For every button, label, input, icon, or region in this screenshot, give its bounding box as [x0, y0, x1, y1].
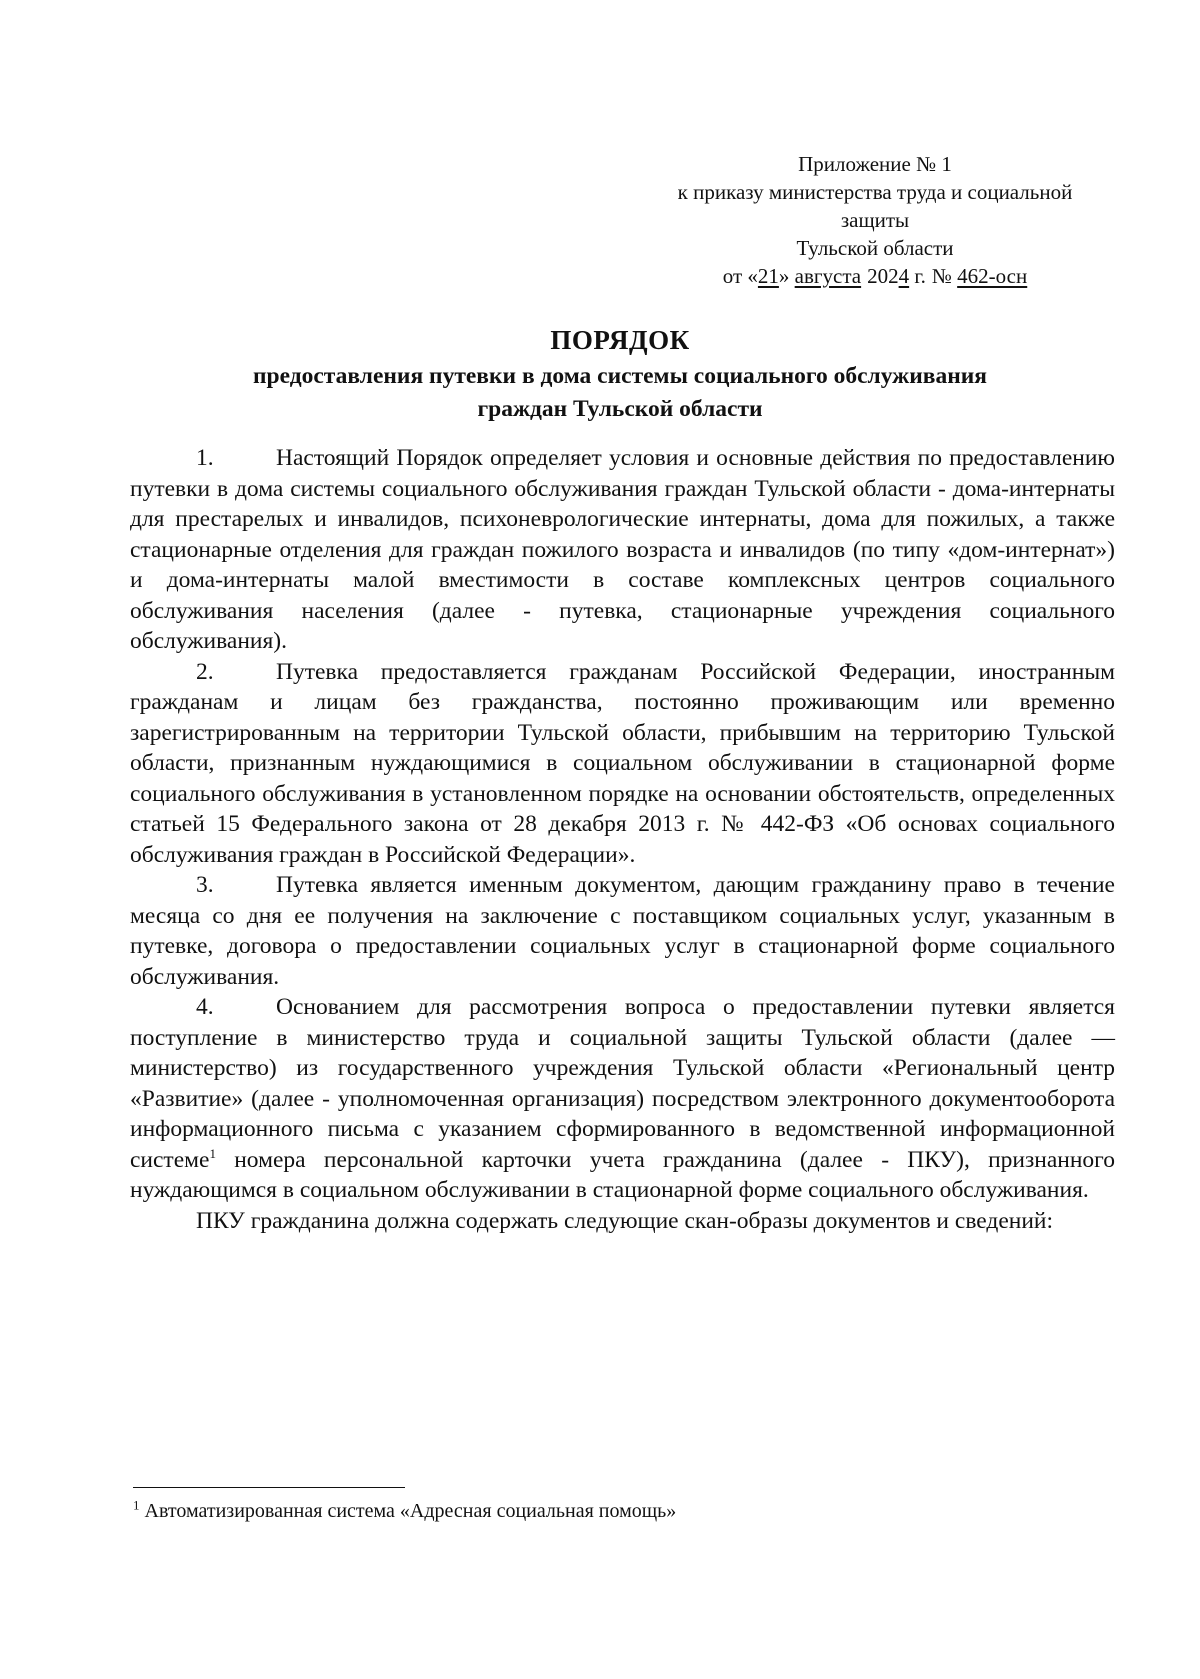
- appendix-line-4: Тульской области: [796, 236, 954, 260]
- appendix-block: [640, 150, 1110, 290]
- date-mid: »: [778, 264, 795, 288]
- number-prefix: №: [931, 264, 958, 288]
- paragraph-1: [130, 443, 1115, 657]
- paragraph-text-a: Основанием для рассмотрения вопроса о предоставлении путевки является поступление в министерство труда и социальной защиты Тульской области (далее — министерство) из государственного учреждения Тульской области «Региональный центр «Развитие» (далее - уполномоченная организация) посредством электронного документооборота информационного письма с указанием сформированного в ведомственной информационной системе: [130, 994, 1115, 1173]
- date-prefix: от «: [722, 264, 758, 288]
- paragraph-number: 3.: [196, 872, 214, 898]
- title-line-1: предоставления путевки в дома системы социального обслуживания: [253, 363, 987, 389]
- date-day: 21: [757, 264, 779, 288]
- document-body: [130, 443, 1115, 1236]
- title-heading: ПОРЯДОК: [550, 325, 690, 355]
- appendix-line-1: Приложение № 1: [798, 152, 952, 176]
- paragraph-2: [130, 657, 1115, 871]
- appendix-line-3: защиты: [840, 208, 910, 232]
- appendix-date-line: [640, 262, 1110, 290]
- paragraph-text-b: номера персональной карточки учета гражданина (далее - ПКУ), признанного нуждающимся в социальном обслуживании в стационарной форме социального обслуживания.: [130, 1146, 1115, 1203]
- order-number: 462-осн: [957, 264, 1028, 288]
- date-year-suffix: г.: [909, 264, 926, 288]
- document-title: [130, 320, 1110, 426]
- paragraph-number: 2.: [196, 658, 214, 685]
- footnote-divider: [133, 1487, 405, 1488]
- date-year-a: 202: [867, 264, 899, 288]
- paragraph-4: [130, 992, 1115, 1206]
- date-year-b: 4: [898, 264, 910, 288]
- paragraph-number: 4.: [196, 994, 214, 1020]
- footnote-text: Автоматизированная система «Адресная социальная помощь»: [139, 1500, 677, 1522]
- paragraph-3: [130, 870, 1115, 992]
- footnote-mark: 1: [133, 1497, 140, 1513]
- date-month: августа: [794, 264, 862, 288]
- paragraph-text: Путевка является именным документом, дающим гражданину право в течение месяца со дня ее получения на заключение с поставщиком социальных услуг, указанным в путевке, договора о предоставлении социальных услуг в стационарной форме социального обслуживания.: [130, 872, 1115, 990]
- footnote-ref: 1: [209, 1145, 216, 1161]
- paragraph-text: Настоящий Порядок определяет условия и основные действия по предоставлению путевки в дома системы социального обслуживания граждан Тульской области - дома-интернаты для престарелых и инвалидов, психоневрологические интернаты, дома для пожилых, а также стационарные отделения для граждан пожилого возраста и инвалидов (по типу «дом-интернат») и дома-интернаты малой вместимости в составе комплексных центров социального обслуживания населения (далее - путевка, стационарные учреждения социального обслуживания).: [130, 445, 1115, 654]
- paragraph-pku: ПКУ гражданина должна содержать следующие скан-образы документов и сведений:: [196, 1207, 1054, 1234]
- title-line-2: граждан Тульской области: [477, 396, 763, 422]
- paragraph-number: 1.: [196, 445, 214, 471]
- footnote: [133, 1497, 1033, 1525]
- paragraph-text: Путевка предоставляется гражданам Российской Федерации, иностранным гражданам и лицам без гражданства, постоянно проживающим или временно зарегистрированным на территории Тульской области, прибывшим на территорию Тульской области, признанным нуждающимися в социальном обслуживании в стационарной форме социального обслуживания в установленном порядке на основании обстоятельств, определенных статьей 15 Федерального закона от 28 декабря 2013 г. № 442-ФЗ «Об основах социального обслуживания граждан в Российской Федерации».: [130, 658, 1115, 868]
- appendix-line-2: к приказу министерства труда и социальной: [677, 180, 1073, 204]
